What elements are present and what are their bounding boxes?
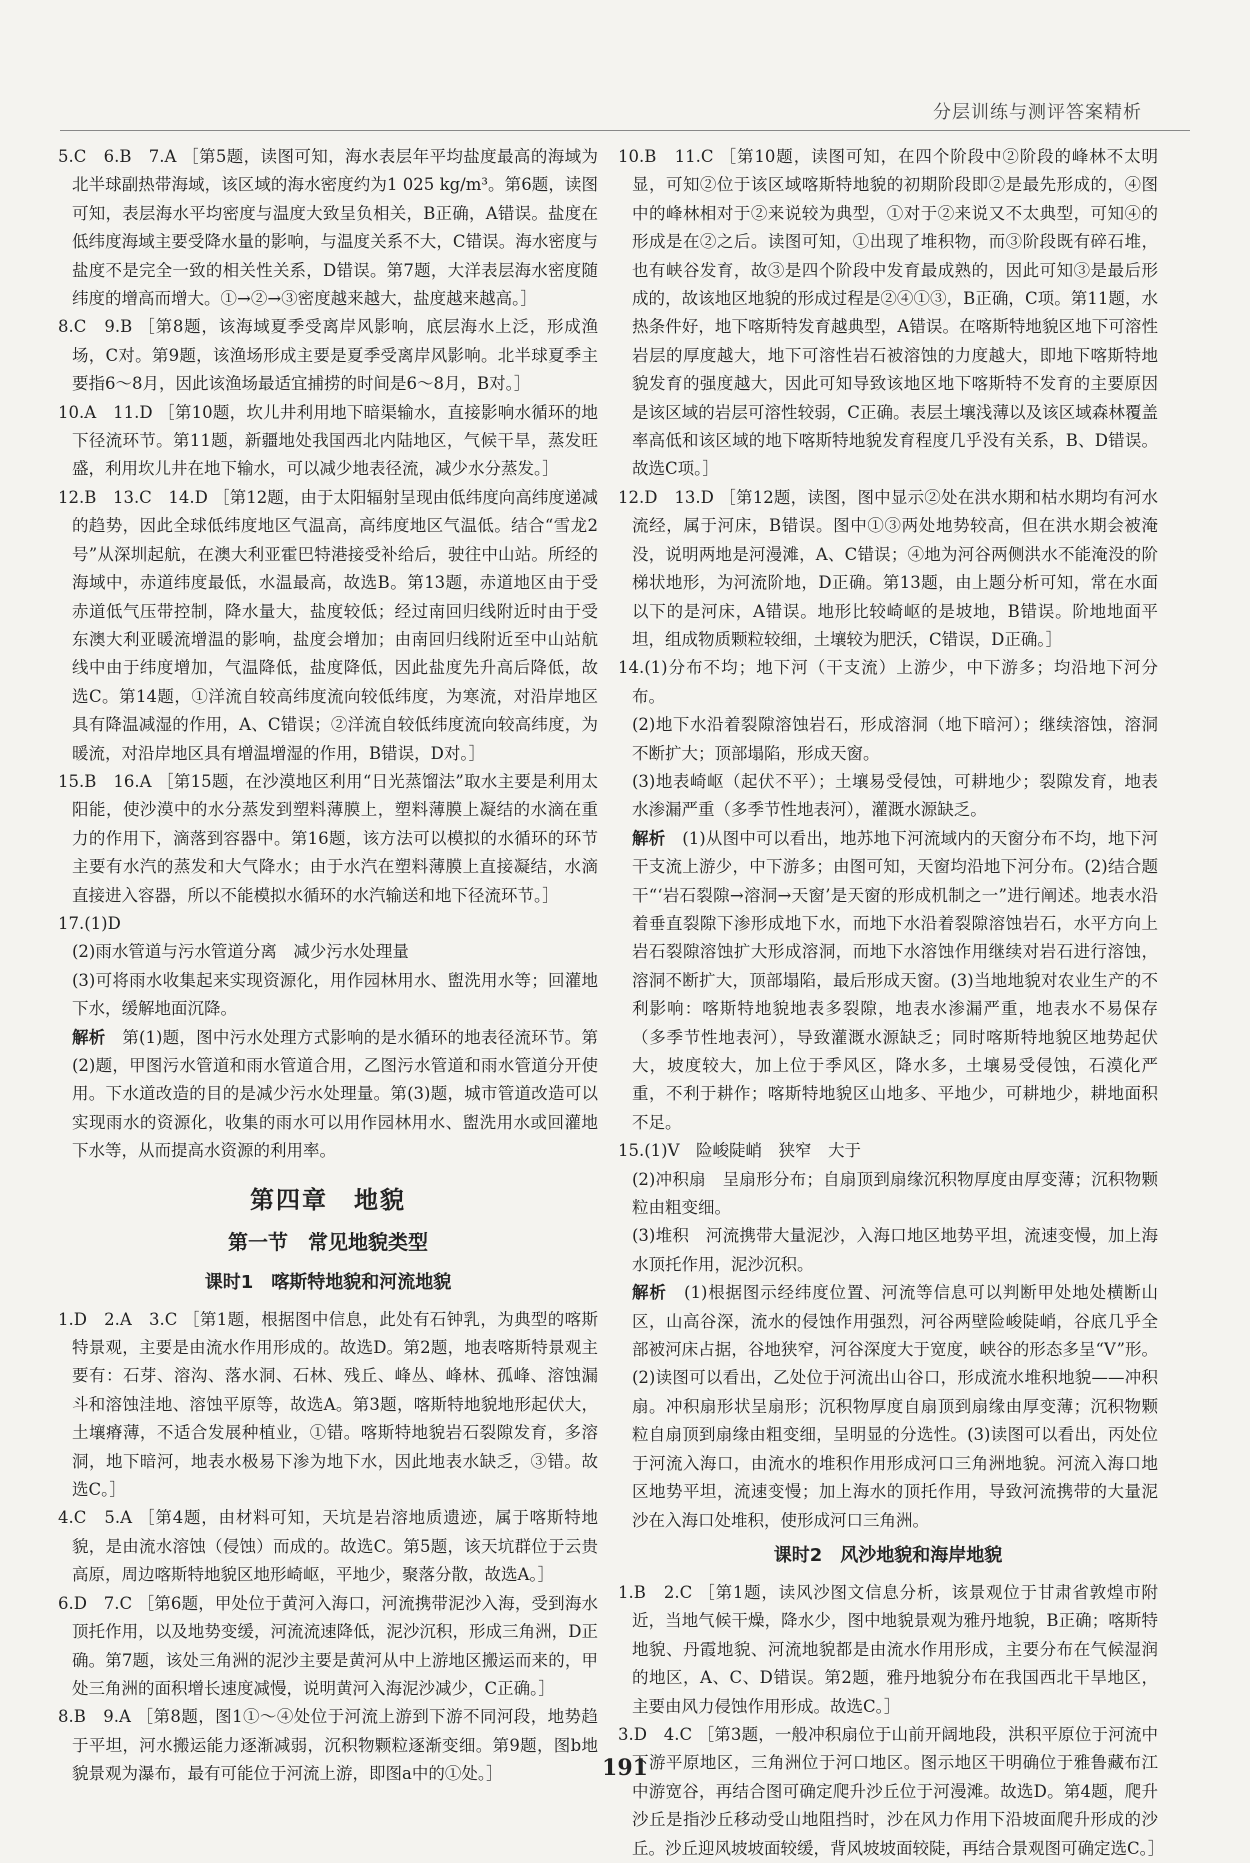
- left-column: [58, 143, 598, 1789]
- right-column: [618, 143, 1165, 1863]
- answer-item: (3)堆积 河流携带大量泥沙，入海口地区地势平坦，流速变慢，加上海水顶托作用，泥沙沉积。: [632, 1226, 1158, 1274]
- section-title: 第一节 常见地貌类型: [228, 1229, 428, 1254]
- answer-item: 15.B 16.A ［第15题，在沙漠地区利用“日光蒸馏法”取水主要是利用太阳能，使沙漠中的水分蒸发到塑料薄膜上，塑料薄膜上凝结的水滴在重力的作用下，滴落到容器中。第16题，该方法可以模拟的水循环的环节主要有水汽的蒸发和大气降水；由于水汽在塑料薄膜上直接凝结，水滴直接进入容器，所以不能模拟水循环的水汽输送和地下径流环节。］: [58, 771, 598, 905]
- answer-item: 6.D 7.C ［第6题，甲处位于黄河入海口，河流携带泥沙入海，受到海水顶托作用，以及地势变缓，河流流速降低，泥沙沉积，形成三角洲，D正确。第7题，该处三角洲的泥沙主要是黄河从中上游地区搬运而来的，甲处三角洲的面积增长速度减慢，说明黄河入海泥沙减少，C正确。］: [58, 1593, 598, 1698]
- analysis-text: (1)根据图示经纬度位置、河流等信息可以判断甲处地处横断山区，山高谷深，流水的侵蚀作用强烈，河谷两壁险峻陡峭，谷底几乎全部被河床占据，谷地狭窄，河谷深度大于宽度，峡谷的形态多呈“V”形。(2)读图可以看出，乙处位于河流出山谷口，形成流水堆积地貌——冲积扇。冲积扇形状呈扇形；沉积物厚度自扇顶到扇缘由厚变薄；沉积物颗粒自扇顶到扇缘由粗变细，呈明显的分选性。(3)读图可以看出，丙处位于河流入海口，由流水的堆积作用形成河口三角洲地貌。河流入海口地区地势平坦，流速变慢；加上海水的顶托作用，导致河流携带的大量泥沙在入海口处堆积，使形成河口三角洲。: [632, 1283, 1159, 1530]
- analysis-label: 解析: [632, 1283, 667, 1303]
- chapter-title: 第四章 地貌: [250, 1184, 406, 1214]
- answer-item: 15.(1)V 险峻陡峭 狭窄 大于: [618, 1141, 862, 1161]
- answer-item: 17.(1)D: [58, 913, 121, 933]
- running-header: 分层训练与测评答案精析: [933, 102, 1142, 123]
- analysis-text: (1)从图中可以看出，地苏地下河流域内的天窗分布不均，地下河干支流上游少，中下游多；由图可知，天窗均沿地下河分布。(2)结合题干“‘岩石裂隙→溶洞→天窗’是天窗的形成机制之一”进行阐述。地表水沿着垂直裂隙下渗形成地下水，而地下水沿着裂隙溶蚀岩石，水平方向上岩石裂隙溶蚀扩大形成溶洞，而地下水溶蚀作用继续对岩石进行溶蚀，溶洞不断扩大，顶部塌陷，最后形成天窗。(3)当地地貌对农业生产的不利影响：喀斯特地貌地表多裂隙，地表水渗漏严重，地表水不易保存（多季节性地表河），导致灌溉水源缺乏；同时喀斯特地貌区地势起伏大，坡度较大，加上位于季风区，降水多，土壤易受侵蚀，石漠化严重，不利于耕作；喀斯特地貌区山地多、平地少，可耕地少，耕地面积不足。: [632, 828, 1159, 1132]
- answer-item: 1.D 2.A 3.C ［第1题，根据图中信息，此处有石钟乳，为典型的喀斯特景观，主要是由流水作用形成的。故选D。第2题，地表喀斯特景观主要有：石芽、溶沟、落水洞、石林、残丘、峰丛、峰林、孤峰、溶蚀漏斗和溶蚀洼地、溶蚀平原等，故选A。第3题，喀斯特地貌地形起伏大，土壤瘠薄，不适合发展种植业，①错。喀斯特地貌岩石裂隙发育，多溶洞，地下暗河，地表水极易下渗为地下水，因此地表水缺乏，③错。故选C。］: [58, 1309, 598, 1500]
- answer-item: 10.A 11.D ［第10题，坎儿井利用地下暗渠输水，直接影响水循环的地下径流环节。第11题，新疆地处我国西北内陆地区，气候干旱，蒸发旺盛，利用坎儿井在地下输水，可以减少地表径流，减少水分蒸发。］: [58, 402, 598, 479]
- page-number: 191: [602, 1755, 648, 1781]
- answer-item: (2)雨水管道与污水管道分离 减少污水处理量: [72, 942, 409, 962]
- analysis-text: 第(1)题，图中污水处理方式影响的是水循环的地表径流环节。第(2)题，甲图污水管道和雨水管道合用，乙图污水管道和雨水管道分开使用。下水道改造的目的是减少污水处理量。第(3)题，城市管道改造可以实现雨水的资源化，收集的雨水可以用作园林用水、盥洗用水或回灌地下水等，从而提高水资源的利用率。: [72, 1027, 599, 1161]
- answer-item: 1.B 2.C ［第1题，读风沙图文信息分析，该景观位于甘肃省敦煌市附近，当地气候干燥，降水少，图中地貌景观为雅丹地貌，B正确；喀斯特地貌、丹霞地貌、河流地貌都是由流水作用形成，主要分布在气候湿润的地区，A、C、D错误。第2题，雅丹地貌分布在我国西北干旱地区，主要由风力侵蚀作用形成。故选C。］: [618, 1582, 1158, 1716]
- analysis-paragraph: [618, 1279, 1158, 1535]
- answer-item: 8.B 9.A ［第8题，图1①～④处位于河流上游到下游不同河段，地势趋于平坦，河水搬运能力逐渐减弱，沉积物颗粒逐渐变细。第9题，图b地貌景观为瀑布，最有可能位于河流上游，即图a中的①处。］: [58, 1707, 598, 1784]
- answer-item: 12.D 13.D ［第12题，读图，图中显示②处在洪水期和枯水期均有河水流经，属于河床，B错误。图中①③两处地势较高，但在洪水期会被淹没，说明两地是河漫滩，A、C错误；④地为河谷两侧洪水不能淹没的阶梯状地形，为河流阶地，D正确。第13题，由上题分析可知，常在水面以下的是河床，A错误。地形比较崎岖的是坡地，B错误。阶地地面平坦，组成物质颗粒较细，土壤较为肥沃，C错误，D正确。］: [618, 487, 1158, 649]
- answer-item: 4.C 5.A ［第4题，由材料可知，天坑是岩溶地质遗迹，属于喀斯特地貌，是由流水溶蚀（侵蚀）而成的。故选C。第5题，该天坑群位于云贵高原，周边喀斯特地貌区地形崎岖，平地少，聚落分散，故选A。］: [58, 1508, 598, 1585]
- answer-item: (2)冲积扇 呈扇形分布；自扇顶到扇缘沉积物厚度由厚变薄；沉积物颗粒由粗变细。: [632, 1169, 1158, 1218]
- analysis-paragraph: [618, 825, 1158, 1137]
- answer-item: 14.(1)分布不均；地下河（干支流）上游少，中下游多；均沿地下河分布。: [618, 658, 1158, 706]
- analysis-label: 解析: [632, 828, 666, 848]
- analysis-label: 解析: [72, 1027, 106, 1047]
- answer-item: 10.B 11.C ［第10题，读图可知，在四个阶段中②阶段的峰林不太明显，可知②位于该区域喀斯特地貌的初期阶段即②是最先形成的，④图中的峰林相对于②来说较为典型，①对于②来说又不太典型，可知④的形成是在②之后。读图可知，①出现了堆积物，而③阶段既有碎石堆，也有峡谷发育，故③是四个阶段中发育最成熟的，因此可知③是最后形成的，故该地区地貌的形成过程是②④①③，B正确，C项。第11题，水热条件好，地下喀斯特发育越典型，A错误。在喀斯特地貌区地下可溶性岩层的厚度越大，地下可溶性岩石被溶蚀的力度越大，即地下喀斯特地貌发育的强度越大，因此可知导致该地区地下喀斯特不发育的主要原因是该区域的岩层可溶性较弱，C正确。表层土壤浅薄以及该区域森林覆盖率高低和该区域的地下喀斯特地貌发育程度几乎没有关系，B、D错误。故选C项。］: [618, 147, 1158, 479]
- answer-item: (3)地表崎岖（起伏不平）；土壤易受侵蚀，可耕地少；裂隙发育，地表水渗漏严重（多季节性地表河），灌溉水源缺乏。: [632, 771, 1158, 820]
- answer-item: 12.B 13.C 14.D ［第12题，由于太阳辐射呈现由低纬度向高纬度递减的趋势，因此全球低纬度地区气温高，高纬度地区气温低。结合“雪龙2号”从深圳起航，在澳大利亚霍巴特港接受补给后，驶往中山站。所经的海域中，赤道纬度最低，水温最高，故选B。第13题，赤道地区由于受赤道低气压带控制，降水量大，盐度较低；经过南回归线附近时由于受东澳大利亚暖流增温的影响，盐度会增加；由南回归线附近至中山站航线中由于纬度增加，气温降低，盐度降低，因此盐度先升高后降低，故选C。第14题，①洋流自较高纬度流向较低纬度，为寒流，对沿岸地区具有降温减湿的作用，A、C错误；②洋流自较低纬度流向较高纬度，为暖流，对沿岸地区具有增温增湿的作用，B错误，D对。］: [58, 487, 598, 763]
- lesson-title: 课时2 风沙地貌和海岸地貌: [773, 1544, 1003, 1566]
- answer-item: (3)可将雨水收集起来实现资源化，用作园林用水、盥洗用水等；回灌地下水，缓解地面沉降。: [72, 970, 598, 1019]
- header-rule: [60, 130, 1190, 131]
- analysis-paragraph: [58, 1024, 598, 1166]
- answer-item: 5.C 6.B 7.A ［第5题，读图可知，海水表层年平均盐度最高的海域为北半球副热带海域，该区域的海水密度约为1 025 kg/m³。第6题，读图可知，表层海水平均密度与温度大致呈负相关，B正确，A错误。盐度在低纬度海域主要受降水量的影响，与温度关系不大，C错误。海水密度与盐度不是完全一致的相关性关系，D错误。第7题，大洋表层海水密度随纬度的增高而增大。①→②→③密度越来越大，盐度越来越高。］: [58, 147, 598, 309]
- answer-item: 3.D 4.C ［第3题，一般冲积扇位于山前开阔地段，洪积平原位于河流中下游平原地区，三角洲位于河口地区。图示地区干明确位于雅鲁藏布江中游宽谷，再结合图可确定爬升沙丘位于河漫滩。故选D。第4题，爬升沙丘是指沙丘移动受山地阻挡时，沙在风力作用下沿坡面爬升形成的沙丘。沙丘迎风坡坡面较缓，背风坡坡面较陡，再结合景观图可确定选C。］: [618, 1724, 1165, 1858]
- answer-item: (2)地下水沿着裂隙溶蚀岩石，形成溶洞（地下暗河）；继续溶蚀，溶洞不断扩大；顶部塌陷，形成天窗。: [632, 715, 1158, 763]
- answer-item: 8.C 9.B ［第8题，该海域夏季受离岸风影响，底层海水上泛，形成渔场，C对。第9题，该渔场形成主要是夏季受离岸风影响。北半球夏季主要指6～8月，因此该渔场最适宜捕捞的时间是6～8月，B对。］: [58, 317, 598, 394]
- lesson-title: 课时1 喀斯特地貌和河流地貌: [204, 1271, 452, 1293]
